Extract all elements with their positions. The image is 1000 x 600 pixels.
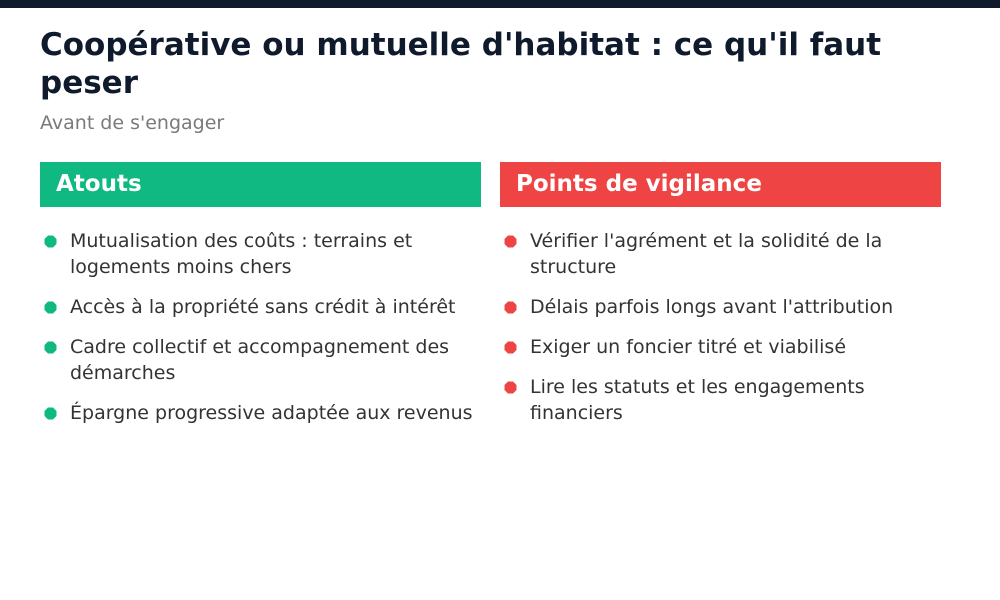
vigilance-header: Points de vigilance [500, 162, 941, 207]
red-bullet-icon [504, 235, 517, 248]
atouts-item [40, 294, 481, 320]
green-bullet-icon [44, 235, 57, 248]
vigilance-list [500, 228, 941, 426]
red-bullet-icon [504, 381, 517, 394]
page-title: Coopérative ou mutuelle d'habitat : ce qu'il faut peser [40, 27, 882, 101]
atouts-item [40, 228, 481, 280]
green-bullet-icon [44, 301, 57, 314]
green-bullet-icon [44, 341, 57, 354]
vigilance-item-text: Vérifier l'agrément et la solidité de la structure [530, 230, 883, 278]
page-subtitle: Avant de s'engager [40, 112, 225, 134]
vigilance-item [500, 228, 941, 280]
vigilance-item [500, 294, 941, 320]
vigilance-column [500, 162, 941, 440]
vigilance-item-text: Délais parfois longs avant l'attribution [530, 296, 894, 318]
vigilance-item [500, 334, 941, 360]
atouts-item-text: Cadre collectif et accompagnement des démarches [70, 336, 450, 384]
atouts-list [40, 228, 481, 426]
atouts-item-text: Mutualisation des coûts : terrains et logements moins chers [70, 230, 413, 278]
atouts-item [40, 400, 481, 426]
green-bullet-icon [44, 407, 57, 420]
top-accent-bar [0, 0, 1000, 8]
atouts-item [40, 334, 481, 386]
red-bullet-icon [504, 301, 517, 314]
atouts-header: Atouts [40, 162, 481, 207]
vigilance-item-text: Exiger un foncier titré et viabilisé [530, 336, 847, 358]
red-bullet-icon [504, 341, 517, 354]
atouts-item-text: Épargne progressive adaptée aux revenus [70, 402, 473, 424]
atouts-item-text: Accès à la propriété sans crédit à intérêt [70, 296, 456, 318]
atouts-column [40, 162, 481, 440]
vigilance-item [500, 374, 941, 426]
vigilance-item-text: Lire les statuts et les engagements financiers [530, 376, 865, 424]
